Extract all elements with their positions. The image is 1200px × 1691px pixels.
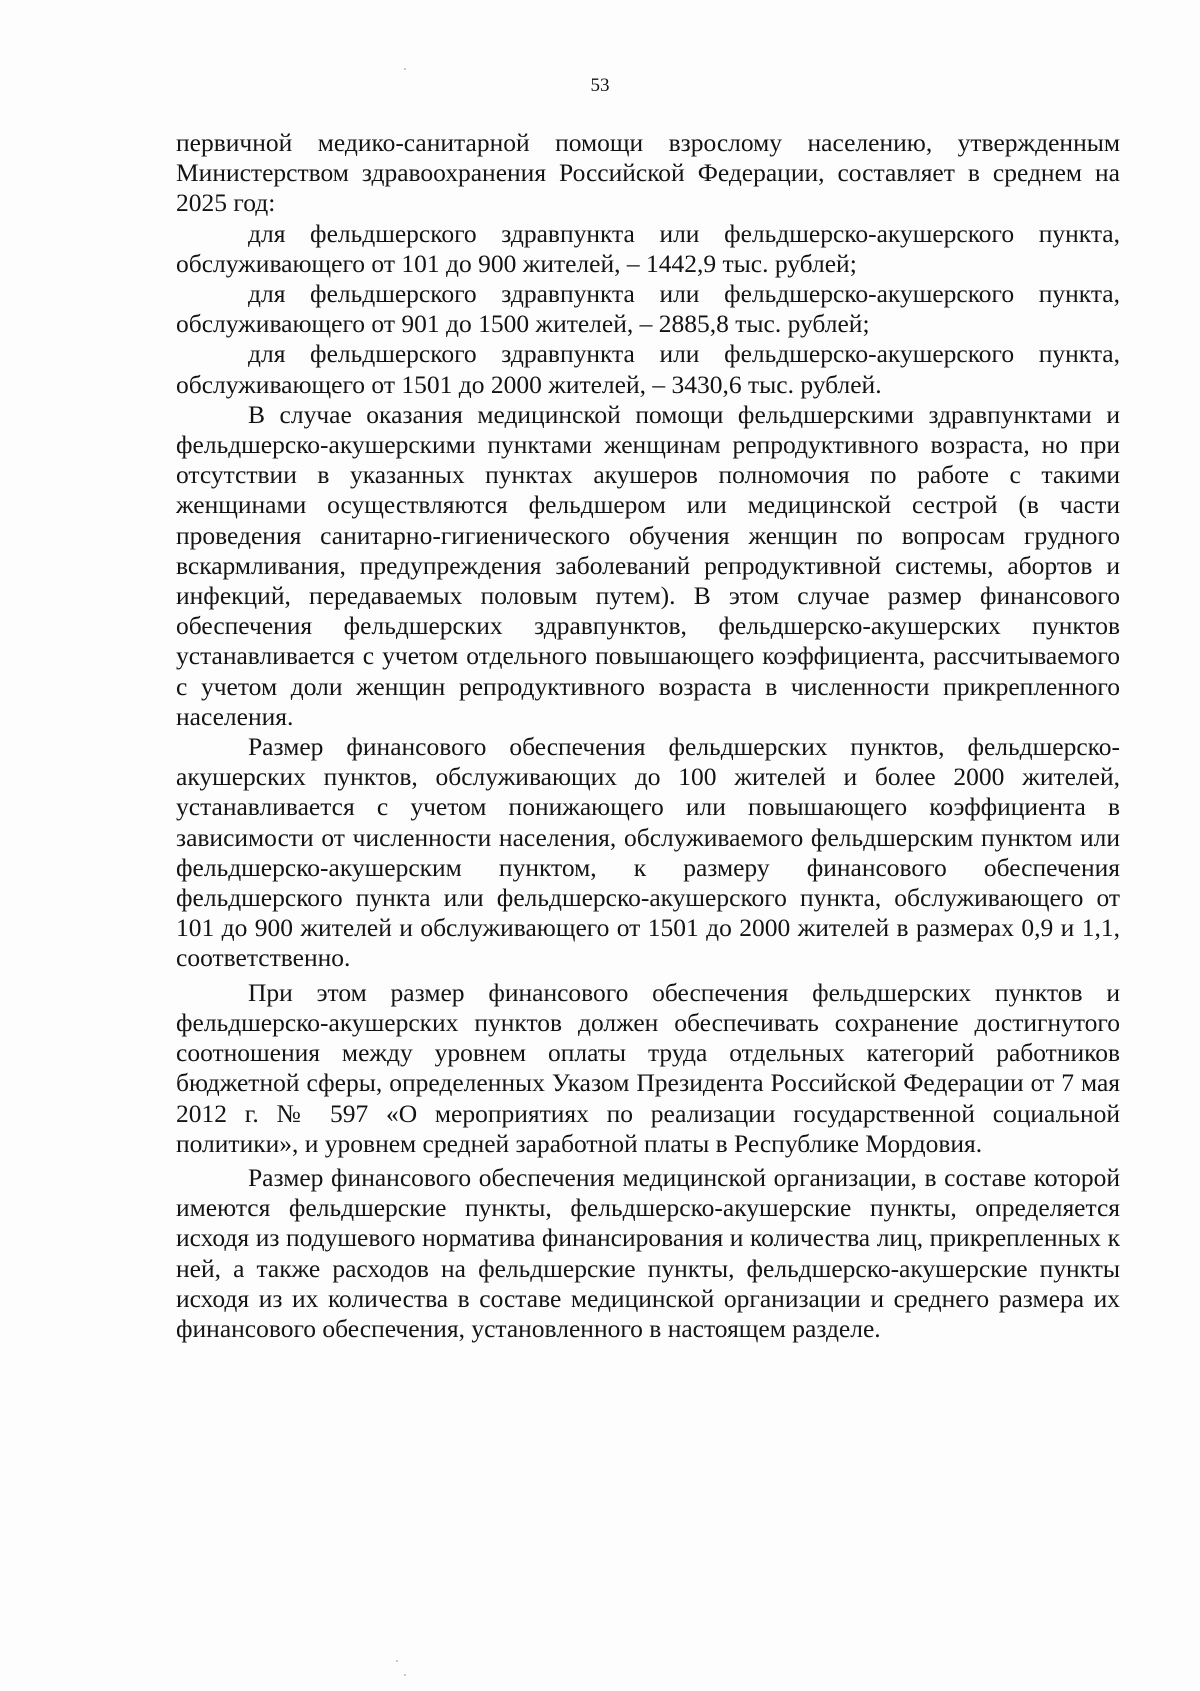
- paragraph-continuation: первичной медико-санитарной помощи взрослому населению, утвержденным Министерством здравоохранения Российской Федерации, составляет в среднем на 2025 год:: [176, 128, 1120, 218]
- document-body: [176, 128, 1120, 1344]
- page-number: 53: [590, 75, 610, 96]
- paragraph-fap-901-1500: для фельдшерского здравпункта или фельдшерско-акушерского пункта, обслуживающего от 901 до 1500 жителей, – 2885,8 тыс. рублей;: [176, 279, 1120, 339]
- paragraph-fap-1501-2000: для фельдшерского здравпункта или фельдшерско-акушерского пункта, обслуживающего от 1501 до 2000 жителей, – 3430,6 тыс. рублей.: [176, 339, 1120, 399]
- paragraph-coefficient: Размер финансового обеспечения фельдшерских пунктов, фельдшерско-акушерских пунктов, обслуживающих до 100 жителей и более 2000 жителей, устанавливается с учетом понижающего или повышающего коэффициента в зависимости от численности населения, обслуживаемого фельдшерским пунктом или фельдшерско-акушерским пунктом, к размеру финансового обеспечения фельдшерского пункта или фельдшерско-акушерского пункта, обслуживающего от 101 до 900 жителей и обслуживающего от 1501 до 2000 жителей в размерах 0,9 и 1,1, соответственно.: [176, 732, 1120, 973]
- scan-speck: [404, 68, 406, 70]
- paragraph-organization-funding: Размер финансового обеспечения медицинской организации, в составе которой имеются фельдшерские пункты, фельдшерско-акушерские пункты, определяется исходя из подушевого норматива финансирования и количества лиц, прикрепленных к ней, а также расходов на фельдшерские пункты, фельдшерско-акушерские пункты исходя из их количества в составе медицинской организации и среднего размера их финансового обеспечения, установленного в настоящем разделе.: [176, 1162, 1120, 1343]
- scan-speck: [404, 1674, 406, 1676]
- paragraph-fap-101-900: для фельдшерского здравпункта или фельдшерско-акушерского пункта, обслуживающего от 101 до 900 жителей, – 1442,9 тыс. рублей;: [176, 218, 1120, 278]
- paragraph-reproductive-age: В случае оказания медицинской помощи фельдшерскими здравпунктами и фельдшерско-акушерскими пунктами женщинам репродуктивного возраста, но при отсутствии в указанных пунктах акушеров полномочия по работе с такими женщинами осуществляются фельдшером или медицинской сестрой (в части проведения санитарно-гигиенического обучения женщин по вопросам грудного вскармливания, предупреждения заболеваний репродуктивной системы, абортов и инфекций, передаваемых половым путем). В этом случае размер финансового обеспечения фельдшерских здравпунктов, фельдшерско-акушерских пунктов устанавливается с учетом отдельного повышающего коэффициента, рассчитываемого с учетом доли женщин репродуктивного возраста в численности прикрепленного населения.: [176, 399, 1120, 731]
- paragraph-salary-ratio: При этом размер финансового обеспечения фельдшерских пунктов и фельдшерско-акушерских пунктов должен обеспечивать сохранение достигнутого соотношения между уровнем оплаты труда отдельных категорий работников бюджетной сферы, определенных Указом Президента Российской Федерации от 7 мая 2012 г. № 597 «О мероприятиях по реализации государственной социальной политики», и уровнем средней заработной платы в Республике Мордовия.: [176, 977, 1120, 1158]
- scan-speck: [396, 1660, 398, 1662]
